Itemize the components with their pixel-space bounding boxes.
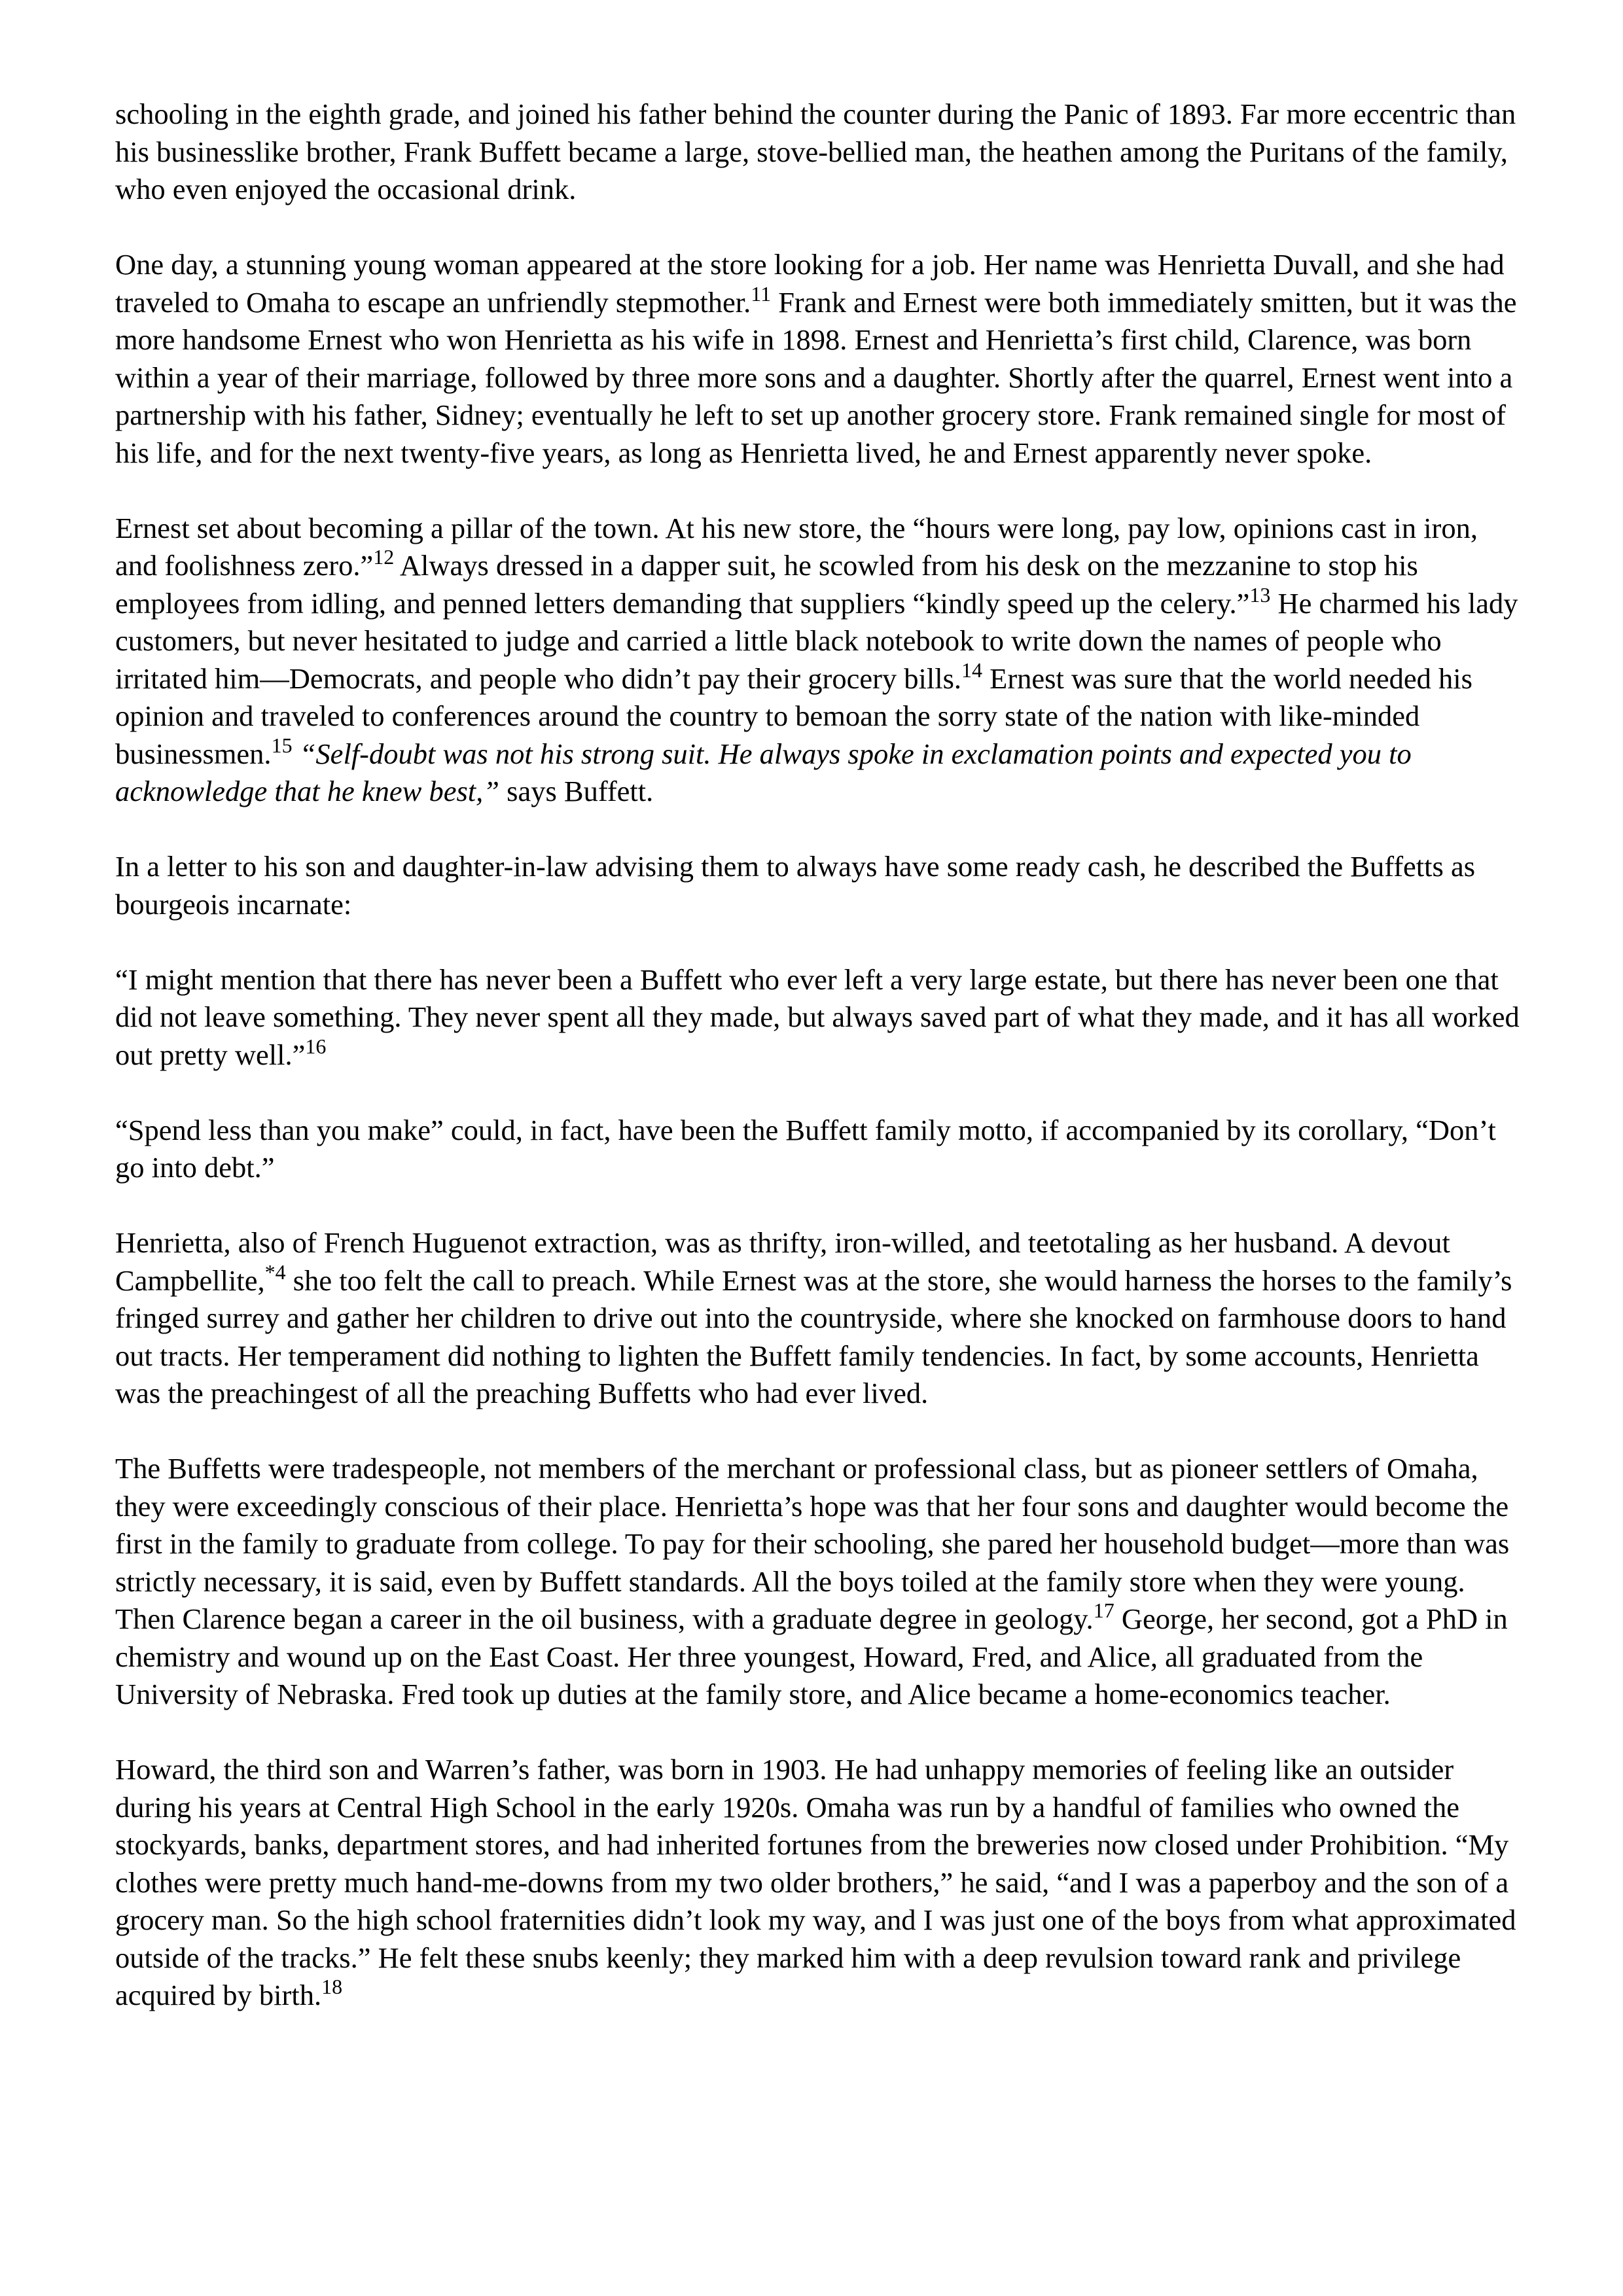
text-run: The Buffetts were tradespeople, not members of the merchant or professional class, but as pioneer settlers of Omaha, they were exceedingly conscious of their place. Henrietta’s hope was that her four sons and daughter would become the first in the family to graduate from college. To pay for their schooling, she pared her household budget—more than was strictly necessary, it is said, even by Buffett standards. All the boys toiled at the family store when they were young. Then Clarence began a career in the oil business, with a graduate degree in geology.	[115, 1452, 1510, 1635]
footnote-marker: 16	[305, 1034, 327, 1058]
body-paragraph	[115, 510, 1522, 811]
text-run: Always dressed in a dapper suit, he scowled from his desk on the mezzanine to stop his employees from idling, and penned letters demanding that suppliers “kindly speed up the celery.”	[115, 549, 1418, 620]
footnote-marker: 12	[373, 545, 395, 569]
text-run: He charmed his lady customers, but never hesitated to judge and carried a little black notebook to write down the names of people who irritated him—Democrats, and people who didn’t pay their grocery bills.	[115, 586, 1518, 695]
body-paragraph	[115, 961, 1522, 1074]
text-run: In a letter to his son and daughter-in-law advising them to always have some ready cash, he described the Buffetts as bourgeois incarnate:	[115, 850, 1476, 921]
text-run: Frank and Ernest were both immediately smitten, but it was the more handsome Ernest who won Henrietta as his wife in 1898. Ernest and Henrietta’s first child, Clarence, was born within a year of their marriage, followed by three more sons and a daughter. Shortly after the quarrel, Ernest went into a partnership with his father, Sidney; eventually he left to set up another grocery store. Frank remained single for most of his life, and for the next twenty-five years, as long as Henrietta lived, he and Ernest apparently never spoke.	[115, 285, 1517, 469]
footnote-marker: 15	[271, 733, 293, 757]
body-paragraph	[115, 1224, 1522, 1413]
document-page	[115, 96, 1522, 2052]
body-paragraph	[115, 246, 1522, 472]
text-run	[293, 737, 300, 770]
italic-quote: “Self-doubt was not his strong suit. He always spoke in exclamation points and expected you to acknowledge that he knew best,”	[115, 737, 1412, 807]
text-run: Howard, the third son and Warren’s father, was born in 1903. He had unhappy memories of feeling like an outsider during his years at Central High School in the early 1920s. Omaha was run by a handful of families who owned the stockyards, banks, department stores, and had inherited fortunes from the breweries now closed under Prohibition. “My clothes were pretty much hand-me-downs from my two older brothers,” he said, “and I was a paperboy and the son of a grocery man. So the high school fraternities didn’t look my way, and I was just one of the boys from what approximated outside of the tracks.” He felt these snubs keenly; they marked him with a deep revulsion toward rank and privilege acquired by birth.	[115, 1753, 1516, 2011]
footnote-marker: 18	[321, 1975, 343, 1998]
footnote-marker: 14	[961, 658, 983, 682]
text-run: One day, a stunning young woman appeared at the store looking for a job. Her name was Henrietta Duvall, and she had traveled to Omaha to escape an unfriendly stepmother.	[115, 248, 1505, 319]
footnote-marker: 11	[751, 281, 772, 306]
text-run: Ernest set about becoming a pillar of the town. At his new store, the “hours were long, pay low, opinions cast in iron, and foolishness zero.”	[115, 511, 1478, 582]
body-paragraph	[115, 848, 1522, 923]
body-paragraph	[115, 1450, 1522, 1714]
text-run: Ernest was sure that the world needed his opinion and traveled to conferences around the country to bemoan the sorry state of the nation with like-minded businessmen.	[115, 662, 1472, 770]
text-run: says Buffett.	[499, 775, 654, 807]
body-paragraph	[115, 96, 1522, 209]
text-run: “I might mention that there has never been a Buffett who ever left a very large estate, but there has never been one that did not leave something. They never spent all they made, but always saved part of what they made, and it has all worked out pretty well.”	[115, 963, 1520, 1071]
text-run: George, her second, got a PhD in chemistry and wound up on the East Coast. Her three youngest, Howard, Fred, and Alice, all graduated from the University of Nebraska. Fred took up duties at the family store, and Alice became a home-economics teacher.	[115, 1602, 1508, 1710]
text-run: “Spend less than you make” could, in fact, have been the Buffett family motto, if accompanied by its corollary, “Don’t go into debt.”	[115, 1113, 1496, 1184]
footnote-marker: *4	[264, 1260, 286, 1284]
body-paragraph	[115, 1112, 1522, 1187]
footnote-marker: 13	[1249, 582, 1271, 607]
footnote-marker: 17	[1093, 1598, 1115, 1622]
text-run: schooling in the eighth grade, and joined his father behind the counter during the Panic of 1893. Far more eccentric than his businesslike brother, Frank Buffett became a large, stove-bellied man, the heathen among the Puritans of the family, who even enjoyed the occasional drink.	[115, 97, 1516, 205]
text-run: she too felt the call to preach. While Ernest was at the store, she would harness the horses to the family’s fringed surrey and gather her children to drive out into the countryside, where she knocked on farmhouse doors to hand out tracts. Her temperament did nothing to lighten the Buffett family tendencies. In fact, by some accounts, Henrietta was the preachingest of all the preaching Buffetts who had ever lived.	[115, 1263, 1512, 1409]
body-paragraph	[115, 1751, 1522, 2015]
text-run: Henrietta, also of French Huguenot extraction, was as thrifty, iron-willed, and teetotaling as her husband. A devout Campbellite,	[115, 1226, 1450, 1297]
